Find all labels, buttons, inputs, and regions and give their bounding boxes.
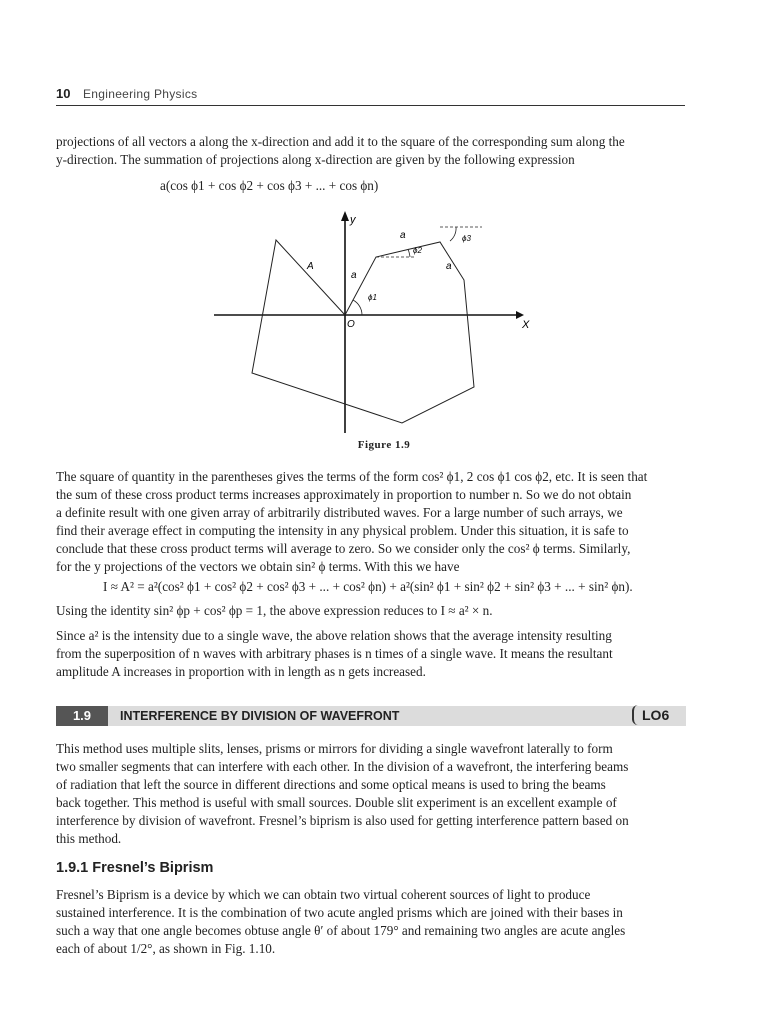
body-para1-line-4: find their average effect in computing the intensity in any physical problem. Under this situation, it is safe to: [56, 523, 629, 538]
phasor-diagram: [200, 205, 540, 435]
body-para1-line-6: for the y projections of the vectors we obtain sin² ϕ terms. With this we have: [56, 559, 460, 574]
phi1-label: ϕ1: [368, 293, 377, 302]
running-header-title: Engineering Physics: [83, 87, 198, 101]
vector-a3-label: a: [446, 261, 452, 272]
subsection-para-line-2: sustained interference. It is the combination of two acute angled prisms which are joined with their bases in: [56, 905, 623, 920]
vector-polygon: [252, 240, 474, 423]
subsection-para-line-1: Fresnel’s Biprism is a device by which we can obtain two virtual coherent sources of light to produce: [56, 887, 591, 902]
page-number: 10: [56, 86, 71, 101]
section-para-line-4: back together. This method is useful with small sources. Double slit experiment is an excellent example of: [56, 795, 617, 810]
intro-line-1: projections of all vectors a along the x-direction and add it to the square of the corresponding sum along the: [56, 134, 625, 149]
intro-line-2: y-direction. The summation of projections along x-direction are given by the following expression: [56, 152, 575, 167]
header-rule: [56, 105, 685, 106]
section-number: 1.9: [56, 706, 108, 726]
identity-line: Using the identity sin² ϕp + cos² ϕp = 1, the above expression reduces to I ≈ a² × n.: [56, 603, 493, 618]
phi3-arc: [450, 227, 456, 241]
phi1-arc: [353, 300, 362, 315]
section-title: INTERFERENCE BY DIVISION OF WAVEFRONT: [120, 709, 400, 723]
phi2-label: ϕ2: [413, 246, 422, 255]
subsection-title: 1.9.1 Fresnel’s Biprism: [56, 860, 214, 876]
body-para1-line-2: the sum of these cross product terms increases approximately in proportion to number n. So we do not obtain: [56, 487, 632, 502]
phi3-label: ϕ3: [462, 234, 471, 243]
section-para-line-5: interference by division of wavefront. Fresnel’s biprism is also used for getting interference pattern based on: [56, 813, 629, 828]
x-axis-arrow: [516, 311, 524, 319]
resultant-label: A: [307, 261, 314, 272]
y-axis-arrow: [341, 211, 349, 221]
learning-objective-badge: LO6: [632, 705, 692, 725]
section-para-line-3: of radiation that left the source in different directions and some optical means is used to bring the beams: [56, 777, 606, 792]
subsection-para-line-3: such a way that one angle becomes obtuse angle θ′ of about 179° and remaining two angles are acute angles: [56, 923, 626, 938]
body-para2-line-2: from the superposition of n waves with arbitrary phases is n times of a single wave. It means the resultant: [56, 646, 613, 661]
vector-a1-label: a: [351, 270, 357, 281]
body-para2-line-1: Since a² is the intensity due to a single wave, the above relation shows that the average intensity resulting: [56, 628, 612, 643]
body-para1-line-3: a definite result with one given array of arbitrarily distributed waves. For a large number of such arrays, we: [56, 505, 623, 520]
phi2-arc: [408, 249, 410, 257]
projection-expression: a(cos ϕ1 + cos ϕ2 + cos ϕ3 + ... + cos ϕn): [160, 178, 379, 193]
intensity-equation: I ≈ A² = a²(cos² ϕ1 + cos² ϕ2 + cos² ϕ3 + ... + cos² ϕn) + a²(sin² ϕ1 + sin² ϕ2 + sin² ϕ3 + ... + sin² ϕn).: [103, 579, 633, 594]
origin-label: O: [347, 319, 355, 330]
y-axis-label: y: [350, 214, 356, 226]
body-para2-line-3: amplitude A increases in proportion with in length as n gets increased.: [56, 664, 426, 679]
figure-caption: Figure 1.9: [357, 439, 411, 451]
body-para1-line-5: conclude that these cross product terms will average to zero. So we consider only the cos² ϕ terms. Similarly,: [56, 541, 631, 556]
subsection-para-line-4: each of about 1/2°, as shown in Fig. 1.10.: [56, 941, 276, 956]
vector-a2-label: a: [400, 230, 406, 241]
section-para-line-6: this method.: [56, 831, 122, 846]
body-para1-line-1: The square of quantity in the parentheses gives the terms of the form cos² ϕ1, 2 cos ϕ1 cos ϕ2, etc. It is seen that: [56, 469, 648, 484]
section-para-line-1: This method uses multiple slits, lenses, prisms or mirrors for dividing a single wavefront laterally to form: [56, 741, 613, 756]
x-axis-label: X: [522, 319, 530, 331]
section-para-line-2: two smaller segments that can interfere with each other. In the division of a wavefront, the interfering beams: [56, 759, 629, 774]
